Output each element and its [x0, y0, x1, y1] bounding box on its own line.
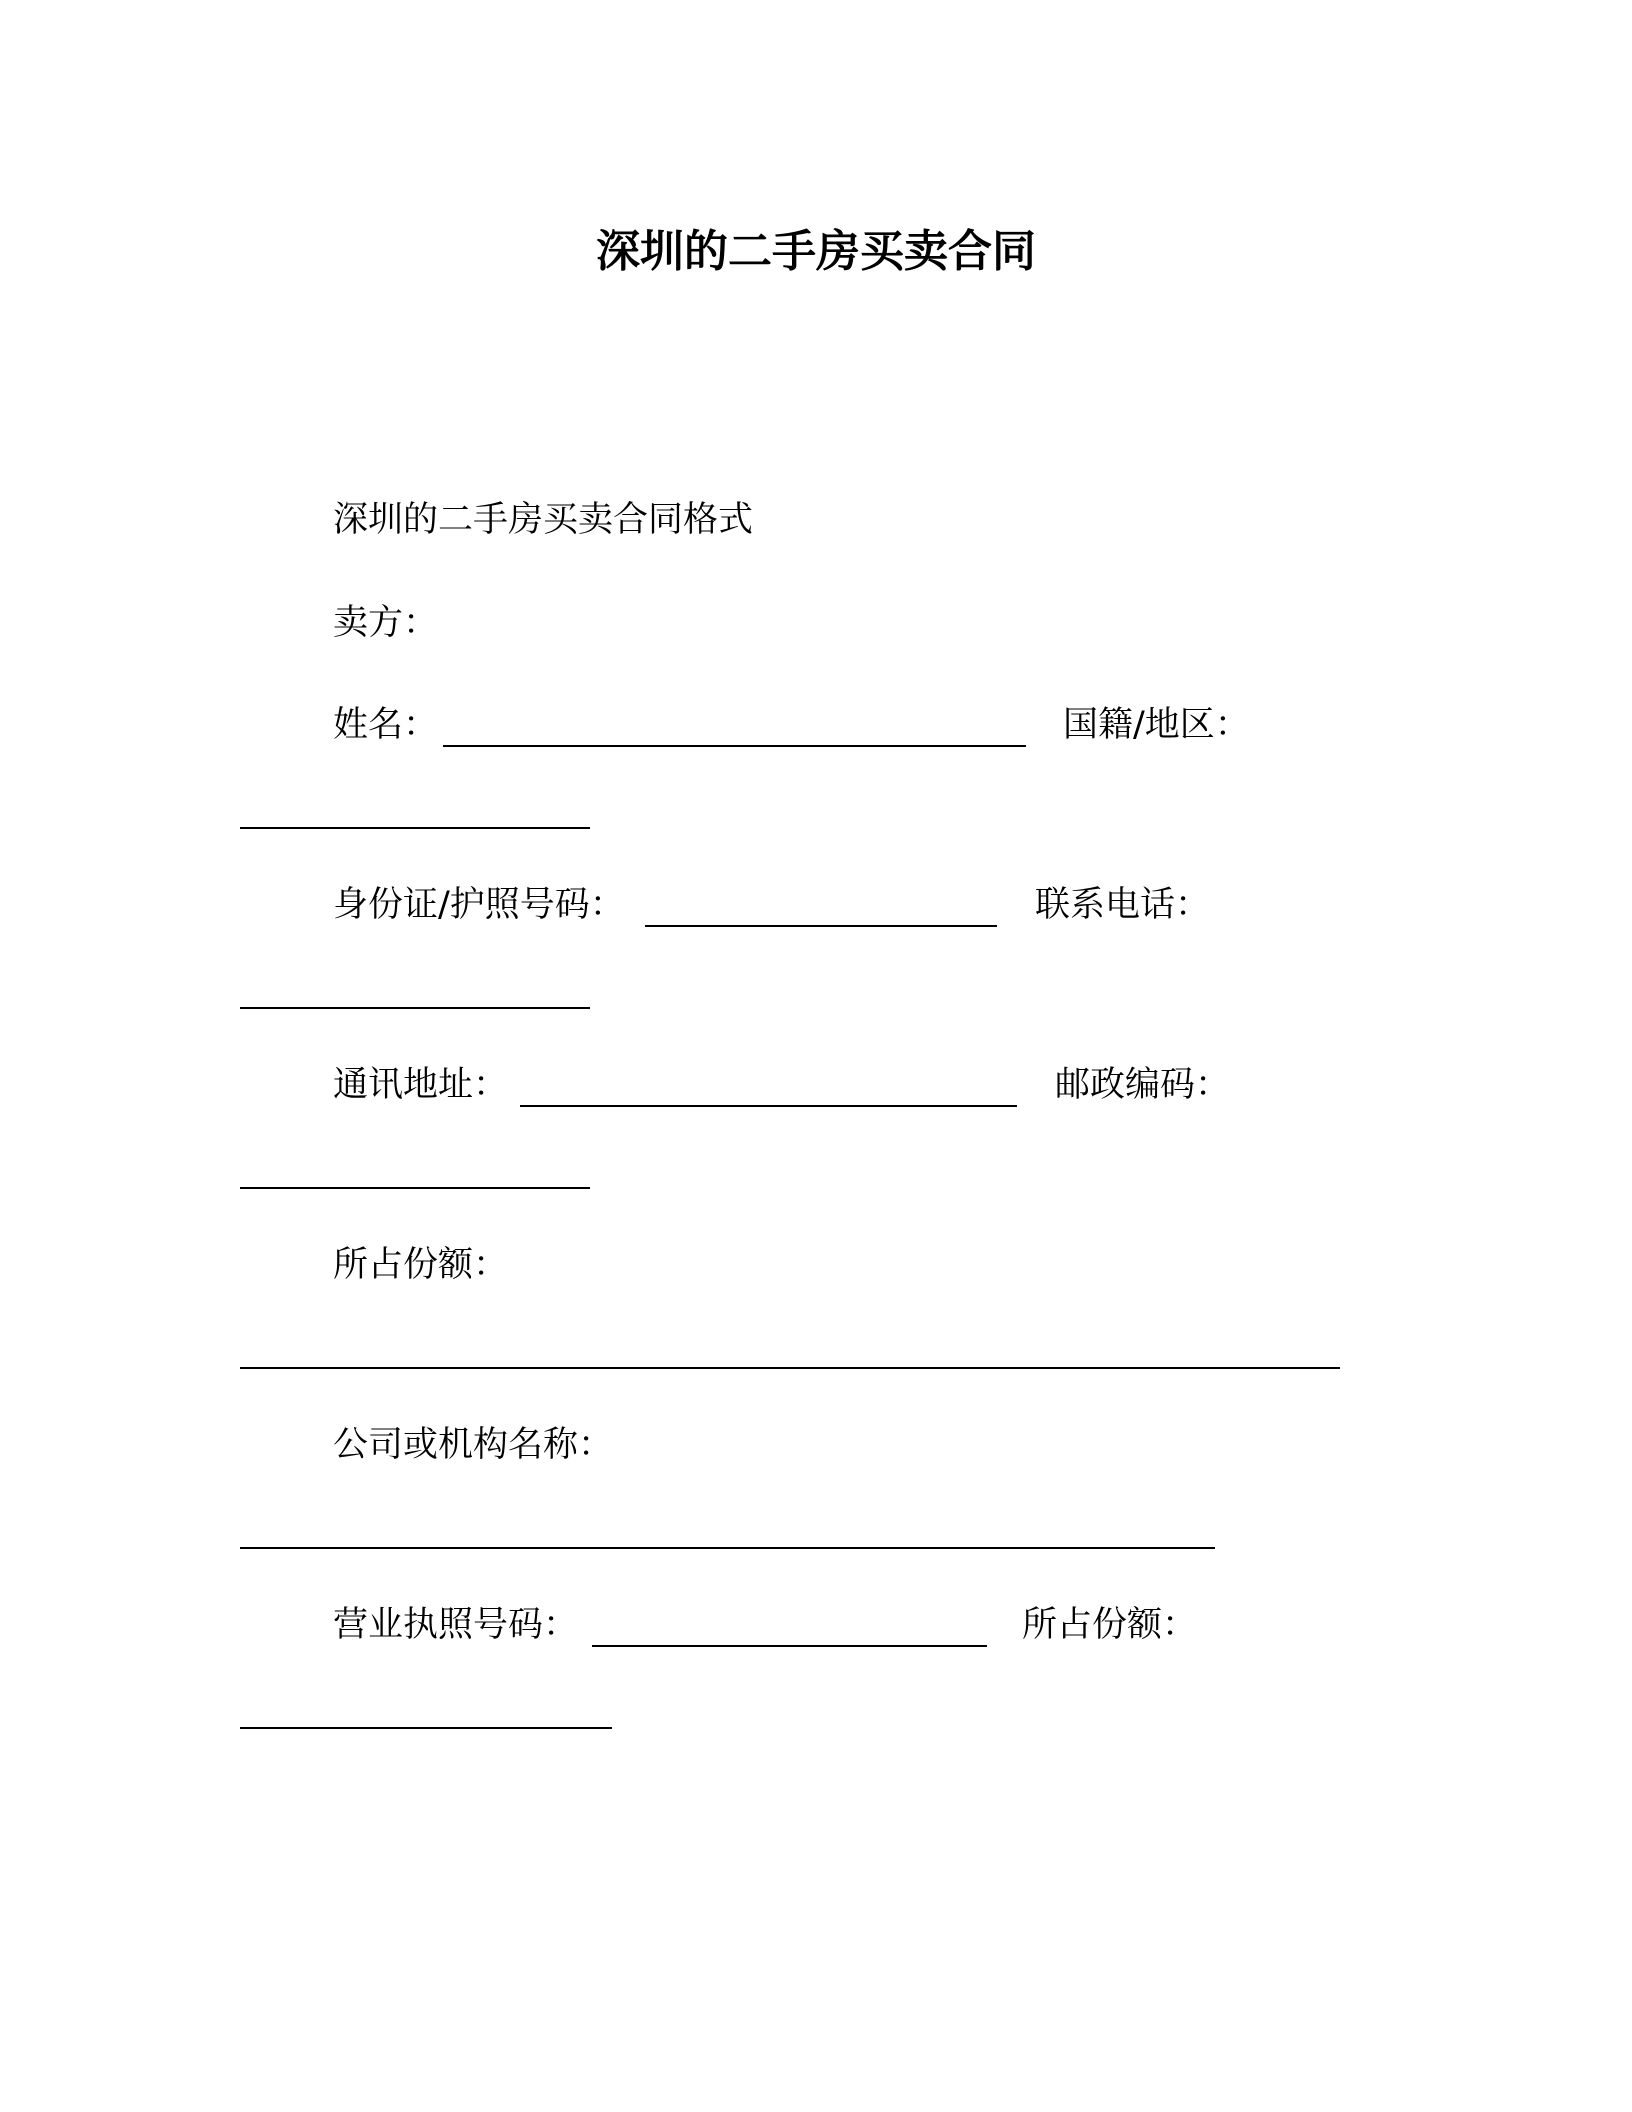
nationality-row: [1063, 700, 1250, 750]
name-blank[interactable]: [443, 743, 1026, 747]
share-blank[interactable]: [240, 1365, 1340, 1369]
document-title: 深圳的二手房买卖合同: [596, 226, 1036, 277]
nationality-blank[interactable]: [240, 825, 590, 829]
id-row: [333, 880, 625, 930]
license-row: [333, 1600, 578, 1650]
postal-blank[interactable]: [240, 1185, 590, 1189]
license-blank[interactable]: [592, 1643, 987, 1647]
document-subtitle: 深圳的二手房买卖合同格式: [333, 500, 754, 540]
nationality-label: 国籍/地区：: [1063, 705, 1250, 745]
share-label-2: 所占份额：: [1022, 1605, 1198, 1645]
license-label: 营业执照号码：: [333, 1605, 579, 1645]
address-label: 通讯地址：: [333, 1065, 509, 1105]
postal-row: [1055, 1060, 1230, 1110]
address-blank[interactable]: [520, 1103, 1017, 1107]
company-row: [333, 1420, 613, 1470]
name-row: [333, 700, 438, 750]
postal-label: 邮政编码：: [1055, 1065, 1231, 1105]
id-label: 身份证/护照号码：: [333, 885, 625, 925]
seller-heading: 卖方：: [333, 603, 439, 643]
share-blank-2[interactable]: [240, 1725, 612, 1729]
address-row: [333, 1060, 508, 1110]
id-blank[interactable]: [645, 923, 997, 927]
share-row-2: [1022, 1600, 1197, 1650]
company-blank[interactable]: [240, 1545, 1215, 1549]
share-label: 所占份额：: [333, 1245, 509, 1285]
phone-row: [1035, 880, 1210, 930]
phone-label: 联系电话：: [1035, 885, 1211, 925]
phone-blank[interactable]: [240, 1005, 590, 1009]
company-label: 公司或机构名称：: [333, 1425, 614, 1465]
name-label: 姓名：: [333, 705, 439, 745]
share-row: [333, 1240, 508, 1290]
